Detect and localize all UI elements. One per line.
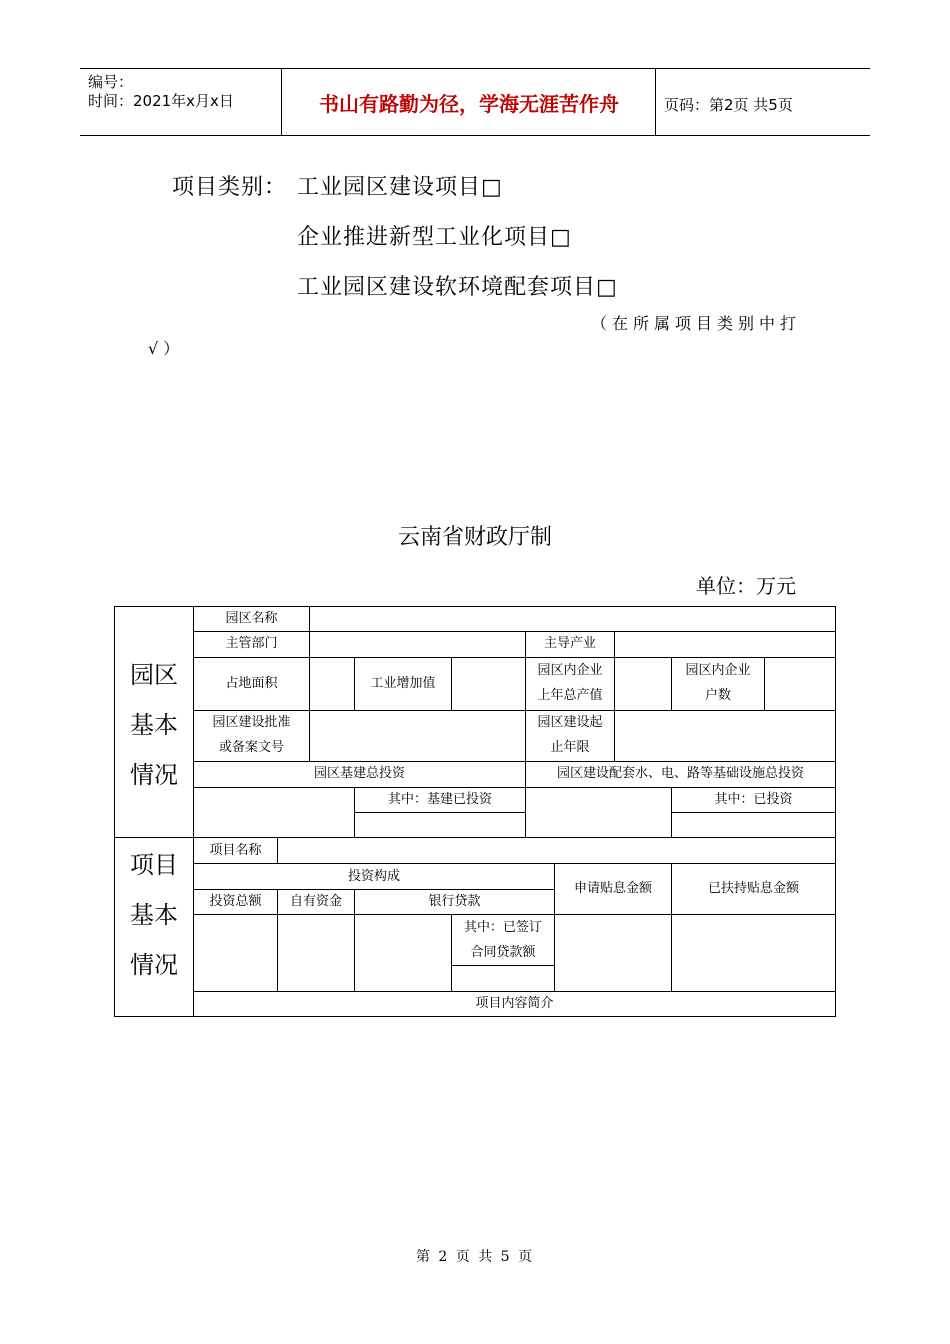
- own-funds-field[interactable]: [278, 915, 354, 991]
- project-intro-label: 项目内容简介: [475, 996, 554, 1011]
- utility-total-field[interactable]: [526, 788, 671, 837]
- own-funds-label: 自有资金: [289, 894, 342, 909]
- header-motto: 书山有路勤为径，学海无涯苦作舟: [319, 92, 619, 116]
- approval-label-l2: 或备案文号: [218, 740, 284, 755]
- enterprise-count-field[interactable]: [765, 658, 835, 710]
- utility-total-label: 园区建设配套水、电、路等基础设施总投资: [556, 766, 804, 781]
- land-area-label: 占地面积: [225, 676, 278, 691]
- page-footer: 第 2 页 共 5 页: [415, 1249, 535, 1265]
- industrial-added-value-label: 工业增加值: [370, 676, 436, 691]
- period-label-l1: 园区建设起: [537, 715, 603, 730]
- signed-loans-label-l1: 其中：已签订: [463, 920, 542, 935]
- infra-total-label: 园区基建总投资: [313, 766, 405, 781]
- apply-subsidy-field[interactable]: [555, 915, 671, 991]
- category-option-soft-env: 工业园区建设软环境配套项目□: [297, 275, 618, 300]
- project-section-label-2: 基本: [130, 901, 178, 929]
- category-option-enterprise: 企业推进新型工业化项目□: [297, 225, 572, 250]
- park-section-label-2: 基本: [130, 711, 178, 739]
- time-label: 时间：2021年x月x日: [88, 92, 234, 110]
- enterprise-count-label-l2: 户数: [704, 688, 731, 703]
- output-value-label-l2: 上年总产值: [537, 688, 603, 703]
- park-section-label-3: 情况: [130, 761, 178, 789]
- serial-label: 编号：: [88, 73, 134, 91]
- period-label-l2: 止年限: [550, 740, 590, 755]
- infra-invested-field[interactable]: [355, 813, 525, 837]
- issuer-title: 云南省财政厅制: [397, 525, 552, 550]
- industrial-added-value-field[interactable]: [452, 658, 525, 710]
- total-investment-field[interactable]: [194, 915, 277, 991]
- infra-total-field[interactable]: [194, 788, 354, 837]
- supported-subsidy-field[interactable]: [672, 915, 835, 991]
- lead-industry-field[interactable]: [615, 632, 835, 657]
- enterprise-count-label-l1: 园区内企业: [685, 663, 751, 678]
- bank-loans-label: 银行贷款: [428, 894, 481, 909]
- category-note-line2: √）: [148, 339, 185, 358]
- project-section-label-1: 项目: [130, 851, 178, 879]
- approval-field[interactable]: [310, 711, 525, 761]
- bank-loans-field[interactable]: [355, 915, 451, 991]
- category-option-park: 工业园区建设项目□: [297, 175, 503, 200]
- output-value-label-l1: 园区内企业: [537, 663, 603, 678]
- signed-loans-label-l2: 合同贷款额: [470, 945, 536, 960]
- infra-invested-label: 其中：基建已投资: [387, 792, 492, 807]
- utility-invested-field[interactable]: [672, 813, 835, 837]
- output-value-field[interactable]: [615, 658, 671, 710]
- category-label: 项目类别：: [172, 175, 288, 200]
- period-field[interactable]: [615, 711, 835, 761]
- approval-label-l1: 园区建设批准: [212, 715, 291, 730]
- authority-field[interactable]: [310, 632, 525, 657]
- apply-subsidy-label: 申请贴息金额: [573, 881, 652, 896]
- project-name-field[interactable]: [278, 839, 835, 863]
- investment-structure-label: 投资构成: [347, 869, 400, 884]
- supported-subsidy-label: 已扶持贴息金额: [707, 881, 799, 896]
- park-name-field[interactable]: [310, 607, 835, 631]
- authority-label: 主管部门: [225, 636, 278, 651]
- lead-industry-label: 主导产业: [543, 636, 596, 651]
- park-name-label: 园区名称: [225, 611, 278, 626]
- project-section-label-3: 情况: [130, 951, 178, 979]
- signed-loans-field[interactable]: [452, 966, 554, 991]
- category-note-line1: （在所属项目类别中打: [591, 314, 802, 333]
- park-section-label-1: 园区: [130, 661, 178, 689]
- project-name-label: 项目名称: [209, 843, 262, 858]
- page-label: 页码：第2页 共5页: [664, 96, 793, 114]
- utility-invested-label: 其中：已投资: [714, 792, 793, 807]
- total-investment-label: 投资总额: [209, 894, 262, 909]
- unit-label: 单位：万元: [696, 574, 796, 598]
- land-area-field[interactable]: [310, 658, 354, 710]
